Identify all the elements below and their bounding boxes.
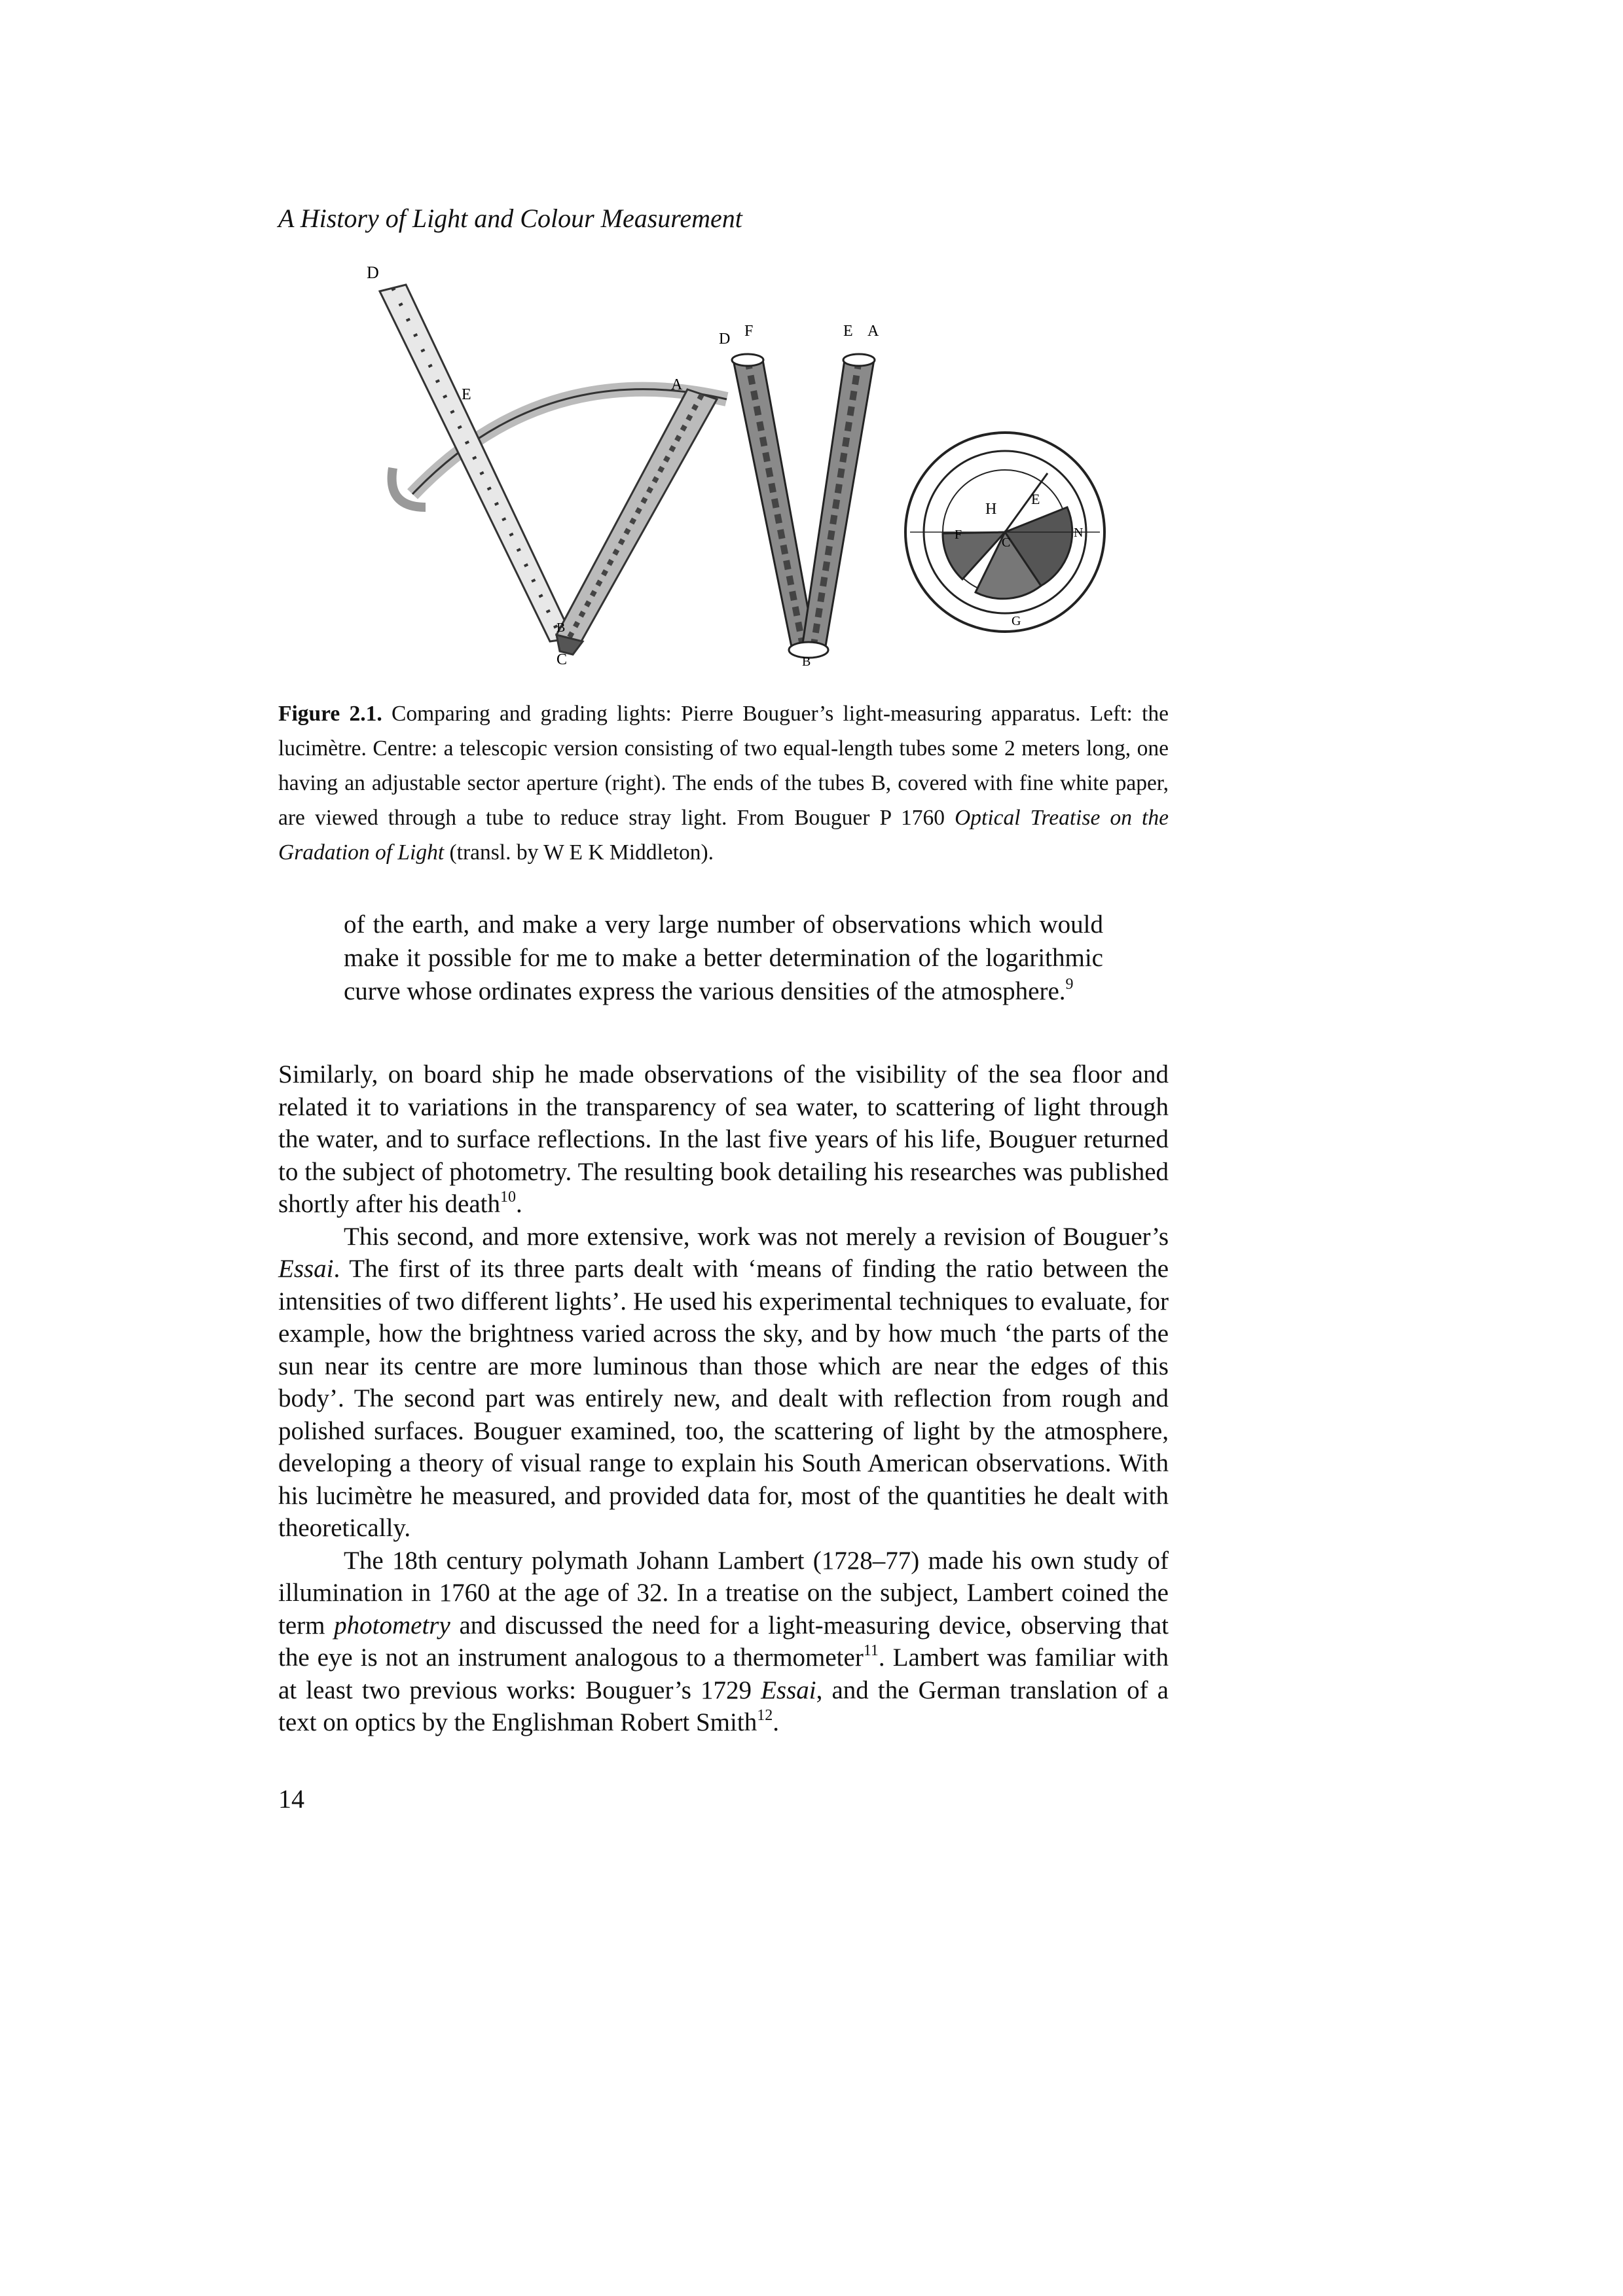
paragraph-3-text-a: The 18th century polymath Johann Lambert (1728–77) made his own study of illumination in 1760 at the age of 32. In a treatise on the subject, Lambert coined the term <box>278 1546 1169 1640</box>
paragraph-2-text-a: This second, and more extensive, work was not merely a revision of Bouguer’s <box>344 1222 1169 1251</box>
caption-text-after: (transl. by W E K Middleton). <box>444 840 714 865</box>
paragraph-2-text-b: . The first of its three parts dealt with ‘means of finding the ratio between the intensities of two different lights’. He used his experimental techniques to evaluate, for example, how the brightness varied across the sky, and by how much ‘the parts of the sun near its centre are more luminous than those which are near the edges of this body’. The second part was entirely new, and dealt with reflection from rough and polished surfaces. Bouguer examined, too, the scattering of light by the atmosphere, developing a theory of visual range to explain his South American observations. With his lucimètre he measured, and provided data for, most of the quantities he dealt with theoretically. <box>278 1255 1169 1542</box>
paragraph-3 <box>278 1545 1169 1739</box>
page-number: 14 <box>278 1784 304 1814</box>
lucimetre-illustration <box>380 285 727 655</box>
label-lucimetre-e: E <box>462 386 471 403</box>
label-tube-b: B <box>802 655 811 669</box>
body-text <box>278 1058 1169 1739</box>
label-aperture-n: N <box>1074 526 1084 540</box>
label-lucimetre-b: B <box>556 620 566 635</box>
footnote-ref-11: 11 <box>863 1642 879 1659</box>
footnote-ref-12: 12 <box>757 1707 773 1724</box>
label-lucimetre-a: A <box>671 376 683 393</box>
paragraph-2-essai: Essai <box>278 1255 334 1283</box>
label-tube-e: E <box>843 323 853 340</box>
running-head: A History of Light and Colour Measurement <box>278 204 742 233</box>
label-tube-a: A <box>867 323 879 340</box>
label-aperture-e: E <box>1031 491 1040 507</box>
label-aperture-f: F <box>955 528 962 542</box>
label-aperture-c: C <box>1002 535 1011 550</box>
caption-book-title: Optical Treatise on the Gradation of Light <box>278 806 1169 865</box>
paragraph-1-text: Similarly, on board ship he made observations of the visibility of the sea floor and related it to variations in the transparency of sea water, to scattering of light through the water, and to surface reflections. In the last five years of his life, Bouguer returned to the subject of photometry. The resulting book detailing his researches was published shortly after his death <box>278 1060 1169 1218</box>
paragraph-3-text-d: , and the German translation of a text on optics by the Englishman Robert Smith <box>278 1676 1169 1736</box>
paragraph-2 <box>278 1221 1169 1545</box>
label-tube-d: D <box>719 331 731 348</box>
label-aperture-g: G <box>1012 614 1021 628</box>
telescopic-tubes-illustration <box>732 354 875 658</box>
paragraph-1-end: . <box>515 1190 522 1218</box>
block-quote <box>344 908 1103 1008</box>
paragraph-3-end: . <box>773 1708 779 1736</box>
label-tube-f: F <box>744 323 754 340</box>
paragraph-3-text-b: and discussed the need for a light-measuring device, observing that the eye is not an instrument analogous to a thermometer <box>278 1611 1169 1672</box>
footnote-ref-10: 10 <box>500 1189 516 1206</box>
label-lucimetre-c: C <box>556 651 568 668</box>
label-aperture-h: H <box>985 501 997 518</box>
caption-text-before: Comparing and grading lights: Pierre Bouguer’s light-measuring apparatus. Left: the lucimètre. Centre: a telescopic version consisting of two equal-length tubes some 2 meters long, one having an adjustable sector aperture (right). The ends of the tubes B, covered with fine white paper, are viewed through a tube to reduce stray light. From Bouguer P 1760 <box>278 702 1169 830</box>
paragraph-3-essai: Essai <box>761 1676 816 1704</box>
paragraph-3-text-c: . Lambert was familiar with at least two previous works: Bouguer’s 1729 <box>278 1643 1169 1704</box>
label-lucimetre-d: D <box>367 263 379 282</box>
quote-text: of the earth, and make a very large number of observations which would make it possible for me to make a better determination of the logarithmic curve whose ordinates express the various densities of the atmosphere. <box>344 910 1103 1005</box>
figure-caption <box>278 696 1169 870</box>
figure-bouguer-apparatus <box>347 259 1277 677</box>
footnote-ref-9: 9 <box>1065 976 1074 993</box>
paragraph-3-photometry: photometry <box>334 1611 450 1640</box>
figure-label: Figure 2.1. <box>278 702 382 726</box>
paragraph-1 <box>278 1058 1169 1221</box>
